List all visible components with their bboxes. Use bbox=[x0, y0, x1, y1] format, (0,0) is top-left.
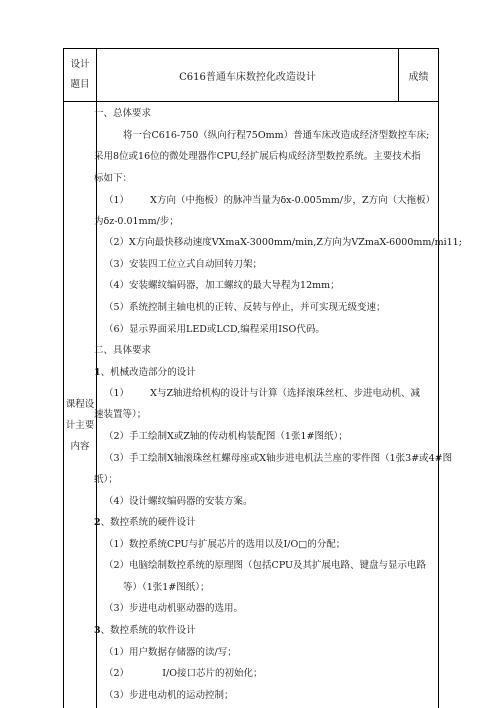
tech-req-6: （6）显示界面采用LED或LCD,编程采用ISO代码。 bbox=[104, 324, 325, 335]
side-label-line1: 课程设 bbox=[65, 398, 95, 410]
part-1-item-3-line2: 纸）； bbox=[94, 474, 118, 485]
part-3-item-2: （2） I/O接口芯片的初始化； bbox=[104, 668, 263, 679]
side-label-line2: 计主要 bbox=[65, 419, 95, 431]
intro-line-2: 采用8位或16位的微处理器作CPU,经扩展后构成经济型数控系统。主要技术指 bbox=[94, 151, 421, 162]
content-side-label bbox=[64, 102, 97, 708]
part-1-title: 、机械改造部分的设计 bbox=[100, 367, 196, 378]
design-topic-label bbox=[64, 49, 97, 101]
part-3-item-3: （3）步进电动机的运动控制； bbox=[104, 690, 234, 701]
part-3-title: 、数控系统的软件设计 bbox=[100, 625, 196, 636]
part-1-item-3-line1: （3）手工绘制X轴滚珠丝杠螺母座或X轴步进电机法兰座的零件图（1张3#或4#图 bbox=[104, 453, 453, 464]
intro-line-3: 标如下： bbox=[94, 173, 133, 184]
design-topic-label-line1: 设计 bbox=[70, 59, 90, 70]
part-2-item-2-line2: 等）（1张1#图纸）； bbox=[123, 582, 210, 593]
design-topic-label-line2: 题目 bbox=[70, 79, 90, 90]
part-2-title: 、数控系统的硬件设计 bbox=[100, 517, 196, 528]
part-1-item-1-line1: （1） X与Z轴进给机构的设计与计算（选择滚珠丝杠、步进电动机、减 bbox=[104, 388, 421, 399]
part-1-item-2: （2）手工绘制X或Z轴的传动机构装配图（1张1#图纸）； bbox=[104, 431, 348, 442]
part-1-heading bbox=[94, 366, 196, 380]
part-1-item-1-line2: 速装置等）； bbox=[94, 409, 147, 420]
part-3-item-1: （1）用户数据存储器的读/写； bbox=[104, 647, 237, 658]
tech-req-1-line2: 为δz-0.01mm/步； bbox=[94, 216, 179, 227]
score-label: 成绩 bbox=[408, 71, 429, 83]
tech-req-4: （4）安装螺纹编码器，加工螺纹的最大导程为12mm； bbox=[104, 280, 340, 291]
side-label-line3: 内容 bbox=[70, 440, 90, 452]
tech-req-1-line1: （1） X方向（中拖板）的脉冲当量为δx-0.005mm/步，Z方向（大拖板） bbox=[104, 195, 436, 206]
header-row bbox=[64, 49, 438, 102]
part-2-item-1: （1）数控系统CPU与扩展芯片的选用以及I/O□的分配； bbox=[104, 539, 346, 550]
section-1-heading: 一、总体要求 bbox=[94, 108, 152, 119]
part-1-number: 1 bbox=[94, 367, 101, 378]
tech-req-5: （5）系统控制主轴电机的正转、反转与停止，并可实现无级变速； bbox=[104, 302, 386, 313]
part-2-number: 2 bbox=[94, 517, 101, 528]
part-2-item-3: （3）步进电动机驱动器的选用。 bbox=[104, 603, 244, 614]
part-1-item-4: （4）设计螺纹编码器的安装方案。 bbox=[104, 496, 253, 507]
tech-req-3: （3）安装四工位立式自动回转刀架； bbox=[104, 259, 263, 270]
part-2-heading bbox=[94, 516, 196, 530]
design-title: C616普通车床数控化改造设计 bbox=[97, 49, 399, 101]
part-3-heading bbox=[94, 624, 196, 638]
part-3-number: 3 bbox=[94, 625, 101, 636]
tech-req-2: （2）X方向最快移动速度VXmaX-3000mm/min,Z方向为VZmaX-6000mm/mi11; bbox=[104, 237, 462, 248]
section-2-heading: 二、具体要求 bbox=[94, 345, 152, 356]
requirements-table bbox=[63, 48, 462, 708]
intro-line-1: 将一台C616-750（纵向行程75Omm）普通车床改造成经济型数控车床; bbox=[123, 130, 430, 141]
part-2-item-2-line1: （2）电脑绘制数控系统的原理图（包括CPU及其扩展电路、键盘与显示电路 bbox=[104, 560, 427, 571]
